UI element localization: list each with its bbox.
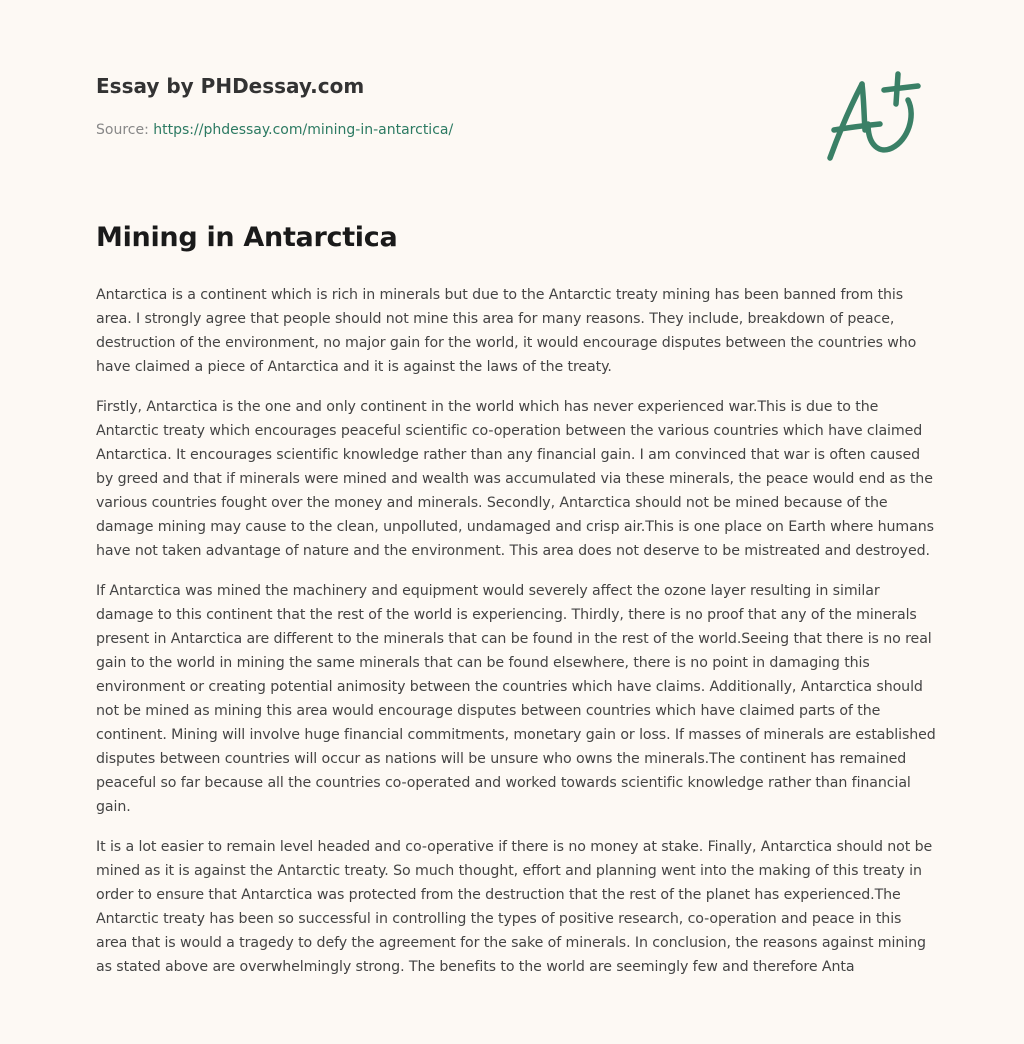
a-plus-grade-icon xyxy=(820,66,930,166)
essay-paragraph: Antarctica is a continent which is rich in minerals but due to the Antarctic treaty mining has been banned from this area. I strongly agree that people should not mine this area for many reasons. They include, breakdown of peace, destruction of the environment, no major gain for the world, it would encourage disputes between the countries who have claimed a piece of Antarctica and it is against the laws of the treaty. xyxy=(96,287,917,375)
source-line xyxy=(96,122,936,138)
essay-paragraph: Firstly, Antarctica is the one and only continent in the world which has never experienced war.This is due to the Antarctic treaty which encourages peaceful scientific co-operation between the various countries which have claimed Antarctica. It encourages scientific knowledge rather than any financial gain. I am convinced that war is often caused by greed and that if minerals were mined and wealth was accumulated via these minerals, the peace would end as the various countries fought over the money and minerals. Secondly, Antarctica should not be mined because of the damage mining may cause to the clean, unpolluted, undamaged and crisp air.This is one place on Earth where humans have not taken advantage of nature and the environment. This area does not deserve to be mistreated and destroyed. xyxy=(96,399,934,559)
essay-title: Mining in Antarctica xyxy=(96,222,398,253)
source-link[interactable]: https://phdessay.com/mining-in-antarctica/ xyxy=(153,122,454,138)
source-label: Source: xyxy=(96,122,154,138)
essay-paragraph: It is a lot easier to remain level headed and co-operative if there is no money at stake. Finally, Antarctica should not be mined as it is against the Antarctic treaty. So much thought, effort and planning went into the making of this treaty in order to ensure that Antarctica was protected from the destruction that the rest of the planet has experienced.The Antarctic treaty has been so successful in controlling the types of positive research, co-operation and peace in this area that is would a tragedy to defy the agreement for the sake of minerals. In conclusion, the reasons against mining as stated above are overwhelmingly strong. The benefits to the world are seemingly few and therefore Anta xyxy=(96,839,933,975)
essay-paragraph: If Antarctica was mined the machinery and equipment would severely affect the ozone layer resulting in similar damage to this continent that the rest of the world is experiencing. Thirdly, there is no proof that any of the minerals present in Antarctica are different to the minerals that can be found in the rest of the world.Seeing that there is no real gain to the world in mining the same minerals that can be found elsewhere, there is no point in damaging this environment or creating potential animosity between the countries which have claims. Additionally, Antarctica should not be mined as mining this area would encourage disputes between countries which have claimed parts of the continent. Mining will involve huge financial commitments, monetary gain or loss. If masses of minerals are established disputes between countries will occur as nations will be unsure who owns the minerals.The continent has remained peaceful so far because all the countries co-operated and worked towards scientific knowledge rather than financial gain. xyxy=(96,583,936,815)
site-title: Essay by PHDessay.com xyxy=(96,74,365,98)
page-header xyxy=(96,74,936,138)
essay-body xyxy=(96,222,936,995)
